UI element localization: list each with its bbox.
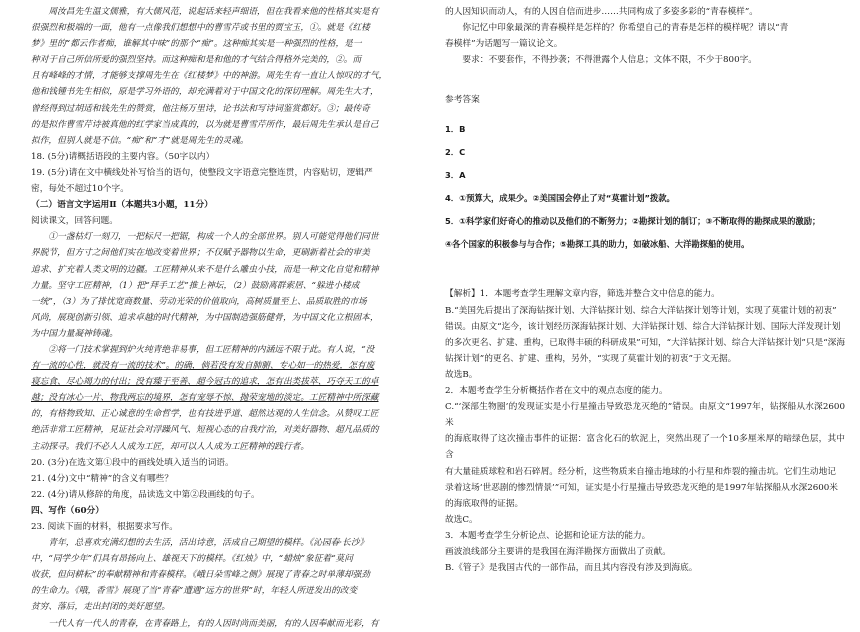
underlined-line: 有一流的心性，就没有一流的技术”。的确，倘若没有发自肺腑、专心如一的热爱，怎有废 <box>31 361 375 372</box>
analysis-line: 画波浪线部分主要讲的是我国在海洋勘探方面做出了贡献。 <box>445 546 671 557</box>
passage-line: 的，有格物致知、正心诚意的生命哲学，也有技进乎道、超然达观的人生信念。从赞叹工匠 <box>31 409 379 420</box>
craftsman-paragraph-2 <box>31 342 421 455</box>
answer-5-line2: ④各个国家的积极参与与合作；⑤勘探工具的助力，如破冰船、大洋勘探船的使用。 <box>445 239 750 250</box>
analysis-line: 3．本题考查学生分析论点、论据和论证方法的能力。 <box>445 530 651 541</box>
question-20: 20. (3分)在选文第①段中的画线处填入适当的词语。 <box>31 457 234 468</box>
question-18: 18. (5分)请概括语段的主要内容。（50字以内） <box>31 151 215 162</box>
passage-line: 界脱节，但方寸之间他们实在地改变着世界；不仅赋予器物以生命，更刷新着社会的审美 <box>31 248 370 259</box>
requirements-line: 要求：不要套作，不得抄袭；不得泄露个人信息；文体不限，不少于800字。 <box>462 55 757 66</box>
passage-line: 拟作，但别人就是不信。“痴”和“才”就是周先生的灵魂。 <box>31 135 249 146</box>
answer-5-line1: 5．①科学家们好奇心的推动以及他们的不断努力；②勘探计划的制订；③不断取得的勘探成果的激励； <box>445 216 821 227</box>
underlined-line: 寝忘食、尽心竭力的付出；没有臻于至善、超今冠古的追求，怎有出类拔萃、巧夺天工的卓 <box>31 377 379 388</box>
analysis-line: B.“美国先后提出了深海钻探计划、大洋钻探计划、综合大洋钻探计划等计划，实现了莫霍计划的初衷” <box>445 305 837 316</box>
passage-line: 的是拟作曹雪芹诗被真他的红学家当成真的，以为就是曹雪芹所作，最后周先生承认是自己 <box>31 119 379 130</box>
passage-line: 追求、扩充着人类文明的边疆。工匠精神从来不是什么雕虫小技，而是一种文化自觉和精神 <box>31 264 379 275</box>
analysis-line: B.《管子》是我国古代的一部作品，而且其内容没有涉及到海底。 <box>445 563 698 574</box>
passage-line: 周汝昌先生温文儒雅，有大儒风范，说起话来轻声细语，但在我看来他的性格其实是有 <box>48 7 379 17</box>
passage-line: 梦》里的“都云作者痴，谁解其中味”的那个“痴”。这种痴其实是一种强烈的性格，是一 <box>31 39 362 50</box>
analysis-line: 错误。由原文“迄今，该计划经历深海钻探计划、大洋钻探计划、综合大洋钻探计划、国际大洋发现计划 <box>445 321 841 332</box>
passage-line: 一统”，（3）为了排忧宽商数量、劳动光荣的价值取向，高树质量至上、品质取胜的市场 <box>31 296 367 307</box>
material-line: 一代人有一代人的青春，在青春路上，有的人因时尚而美丽，有的人因奉献而光彩，有 <box>48 618 379 629</box>
passage-line: 种对于自己所信所爱的强烈坚持。而这种痴和是和他的才气结合得格外完美的，②。而 <box>31 55 362 66</box>
answer-list <box>445 118 845 256</box>
spacer <box>445 256 845 286</box>
analysis-section <box>445 286 845 576</box>
analysis-line: 钻探计划”的更名、扩建、重构，另外，“实现了莫霍计划的初衷”于文无据。 <box>445 353 737 364</box>
answer-1: 1．B <box>445 124 466 135</box>
analysis-line: 的海底取得了这次撞击事件的证据：富含化石的软泥上，突然出现了一个10多厘米厚的暗绿色层，其中含 <box>445 434 845 461</box>
reading-instruction: 阅读课文，回答问题。 <box>31 216 118 227</box>
passage-line: 风尚，展现创新引领、追求卓越的时代精神，为中国制造强筋健骨，为中国文化立根固本， <box>31 312 379 323</box>
material-line: 的生命力。《哦，香雪》展现了当“青春”遭遇“远方的世界”时，年轻人所迸发出的改变 <box>31 586 358 597</box>
question-22: 22. (4分)请从修辞的角度，品读选文中第②段画线的句子。 <box>31 489 260 500</box>
prompt-line: 春模样”为话题写一篇议论文。 <box>445 39 563 50</box>
passage-line: ①一盏枯灯一刻刀，一把标尺一把锯，构成一个人的全部世界。别人可能觉得他们同世 <box>48 232 379 243</box>
question-19-line1: 19. (5分)请在文中横线处补写恰当的语句，使整段文字语意完整连贯，内容贴切，逻辑严 <box>31 167 373 178</box>
passage-line: 他和钱锺书先生相似，原是学习外语的，却充满着对于中国文化的深切理解。周先生大才， <box>31 87 379 98</box>
material-line: 贫穷、落后，走出封闭的美好愿望。 <box>31 602 170 613</box>
reference-answers-title: 参考答案 <box>445 95 480 106</box>
question-23: 23. 阅读下面的材料，根据要求写作。 <box>31 522 178 532</box>
answer-2: 2．C <box>445 147 466 158</box>
analysis-line: 的多次更名、扩建、重构，已取得丰硕的科研成果”可知，“大洋钻探计划、综合大洋钻探计划”只是“深海 <box>445 337 846 348</box>
passage-line: 且有峰峰的才情，才能够支撑周先生在《红楼梦》中的神游。周先生有一直让人惊叹的才气， <box>31 71 388 82</box>
passage-line: 曾经得到过胡适和钱先生的赞赏，他注杨万里诗，论书法和写诗词鉴赏都好。③；最传奇 <box>31 103 370 114</box>
material-line: 中，“同学少年”们具有昂扬向上、雄视天下的模样。《红烛》中，“蜡烛”象征着“莫问 <box>31 554 353 565</box>
answer-4: 4．①预算大，成果少。②美国国会停止了对“莫霍计划”拨款。 <box>445 193 675 204</box>
zhou-passage <box>31 4 421 149</box>
spacer <box>445 108 845 118</box>
material-line: 青年，总喜欢充满幻想的去生活，活出诗意，活成自己期望的模样。《沁园春·长沙》 <box>48 538 369 549</box>
analysis-line: 故选C。 <box>445 514 478 525</box>
writing-material <box>31 535 421 632</box>
passage-line: 为中国力量凝神铸魂。 <box>31 328 118 339</box>
analysis-line: 故选B。 <box>445 369 478 380</box>
passage-line: 很强烈和极端的一面，他有一点像我们想想中的曹雪芹或书里的贾宝玉，①。就是《红楼 <box>31 23 370 34</box>
answer-3: 3．A <box>445 170 466 181</box>
passage-line: 力量。坚守工匠精神，（1）把“拜手工艺”推上神坛，（2）鼓励离群索居、“躲进小楼成 <box>31 280 360 291</box>
analysis-line: C.“‘深部生物圈’的发现证实是小行星撞击导致恐龙灭绝的”错误。由原文“1997年，钻探船从水深2600米 <box>445 402 845 429</box>
analysis-line: 的海底取得的证据。 <box>445 498 524 509</box>
analysis-line: 2．本题考查学生分析概括作者在文中的观点态度的能力。 <box>445 386 668 397</box>
right-column <box>445 4 845 576</box>
material-line: 收获，但问耕耘”的奉献精神和青春模样。《峨日朵雪峰之侧》展现了青春之时单薄却强劲 <box>31 570 370 581</box>
analysis-line: 录着这场‘世恶剧的惨烈情景’”可知，证实是小行星撞击导致恐龙灭绝的是1997年钻探船从水深2600米 <box>445 482 838 493</box>
craftsman-paragraph-1 <box>31 229 421 342</box>
passage-line: 主动探寻。我们不必人人成为工匠，却可以人人成为工匠精神的践行者。 <box>31 441 309 452</box>
analysis-line: 有大量硅质球粒和岩石碎屑。经分析，这些物质来自撞击地球的小行星和炸裂的撞击坑。它们生动地记 <box>445 466 836 477</box>
section-heading-4: 四、写作（60分） <box>31 505 104 516</box>
spacer <box>445 68 845 92</box>
underlined-line: 越；没有冰心一片、物我两忘的境界，怎有宠辱不惊、抛荣宠地的淡定。工匠精神中所深藏 <box>31 393 379 404</box>
passage-line: ②将一门技术掌握到炉火纯青绝非易事，但工匠精神的内涵远不限于此。有人说，“没 <box>48 344 375 355</box>
prompt-line: 的人因知识而动人，有的人因自信而进步……共同构成了多姿多彩的“青春模样”。 <box>445 7 758 17</box>
left-column <box>31 4 421 632</box>
prompt-line: 你记忆中印象最深的青春模样是怎样的？你希望自己的青春是怎样的模样呢？请以“青 <box>462 23 789 34</box>
passage-line: 绝活非常工匠精神，見证社会对浮躁风气、短视心态的自我疗治，对美好器物、超凡品质的 <box>31 425 379 436</box>
question-19-line2: 密，每处不超过10个字。 <box>31 184 129 195</box>
analysis-line: 【解析】1．本题考查学生理解文章内容，筛选并整合文中信息的能力。 <box>445 289 720 300</box>
question-21: 21. (4分)文中“精神”的含义有哪些？ <box>31 473 174 484</box>
section-heading-2: （二）语言文字运用Ⅱ（本题共3小题，11分） <box>31 200 213 211</box>
